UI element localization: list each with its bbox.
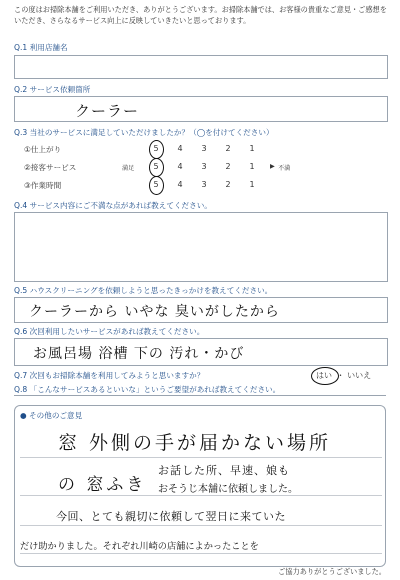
- arrow-right-icon: ▶: [270, 163, 275, 170]
- inserted-comment: おそうじ本舗に依頼しました。: [158, 484, 298, 495]
- comment-line: 窓 外側の手が届かない場所: [58, 432, 332, 454]
- scale-option[interactable]: 4: [177, 162, 183, 171]
- q3-row-label: ①仕上がり: [24, 145, 62, 154]
- q1-answer-box[interactable]: [14, 55, 388, 79]
- q4-label: Q.4 サービス内容にご不満な点があれば教えてください。: [14, 201, 212, 210]
- scale-option[interactable]: 4: [177, 144, 183, 153]
- q7-yes-option[interactable]: はい: [316, 371, 332, 380]
- q5-answer-box[interactable]: [14, 297, 388, 323]
- q6-answer-box[interactable]: [14, 338, 388, 366]
- thanks-text: ご協力ありがとうございました。: [278, 567, 386, 576]
- scale-option[interactable]: 3: [201, 180, 207, 189]
- ruled-line: [20, 457, 382, 458]
- q3-row-scale[interactable]: [144, 144, 264, 153]
- q7-no-option[interactable]: いいえ: [347, 371, 372, 380]
- q2-label: Q.2 サービス依頼箇所: [14, 85, 91, 94]
- scale-option[interactable]: 1: [249, 144, 255, 153]
- q7-label: Q.7 次回もお掃除本舗を利用してみようと思いますか？: [14, 371, 205, 380]
- q3-label: Q.3 当社のサービスに満足していただけましたか？（◯を付けてください）: [14, 128, 274, 137]
- ruled-line: [20, 553, 382, 554]
- q2-answer-box[interactable]: [14, 96, 388, 122]
- q7-separator: ・: [336, 371, 345, 380]
- q3-row-label: ②接客サービス: [24, 163, 77, 172]
- q2-answer: クーラー: [75, 102, 140, 120]
- comment-line: 今回、とても親切に依頼して翌日に来ていた: [56, 510, 286, 523]
- q3-row-label: ③作業時間: [24, 181, 62, 190]
- q3-row-scale[interactable]: [144, 162, 264, 171]
- q8-answer-box[interactable]: [14, 395, 386, 401]
- q1-label: Q.1 利用店舗名: [14, 43, 68, 52]
- q5-label: Q.5 ハウスクリーニングを依頼しようと思ったきっかけを教えてください。: [14, 286, 273, 295]
- scale-option[interactable]: 3: [201, 162, 207, 171]
- comment-line: の 窓ふき: [58, 475, 147, 495]
- satisfied-label: 満足: [122, 165, 135, 172]
- comment-line: だけ助かりました。それぞれ川崎の店舗によかったことを: [20, 541, 259, 552]
- other-comments-label: ● その他のご意見: [20, 411, 83, 420]
- unsatisfied-label: 不満: [278, 165, 291, 172]
- intro-text: この度はお掃除本舗をご利用いただき、ありがとうございます。お掃除本舗では、お客様の貴重なご意見・ご感想をいただき、さらなるサービス向上に反映していきたいと思っております。: [14, 5, 387, 25]
- q6-label: Q.6 次回利用したいサービスがあれば教えてください。: [14, 327, 205, 336]
- scale-option[interactable]: 5: [144, 180, 168, 189]
- q7-options[interactable]: [314, 370, 371, 381]
- q5-answer: クーラーから いやな 臭いがしたから: [29, 304, 280, 320]
- q4-answer-box[interactable]: [14, 212, 388, 282]
- scale-option[interactable]: 5: [144, 144, 168, 153]
- scale-option[interactable]: 2: [225, 162, 231, 171]
- scale-option[interactable]: 2: [225, 180, 231, 189]
- scale-option[interactable]: 2: [225, 144, 231, 153]
- inserted-comment: お話した所、早速、娘も: [158, 464, 290, 477]
- scale-option[interactable]: 3: [201, 144, 207, 153]
- scale-option[interactable]: 1: [249, 180, 255, 189]
- ruled-line: [20, 525, 382, 526]
- q6-answer: お風呂場 浴槽 下の 汚れ・かび: [33, 346, 245, 362]
- scale-option[interactable]: 4: [177, 180, 183, 189]
- scale-option[interactable]: 1: [249, 162, 255, 171]
- q8-label: Q.8 「こんなサービスあるといいな」というご要望があれば教えてください。: [14, 385, 281, 394]
- scale-option[interactable]: 5: [144, 162, 168, 171]
- q3-row-scale[interactable]: [144, 180, 264, 189]
- ruled-line: [20, 495, 382, 496]
